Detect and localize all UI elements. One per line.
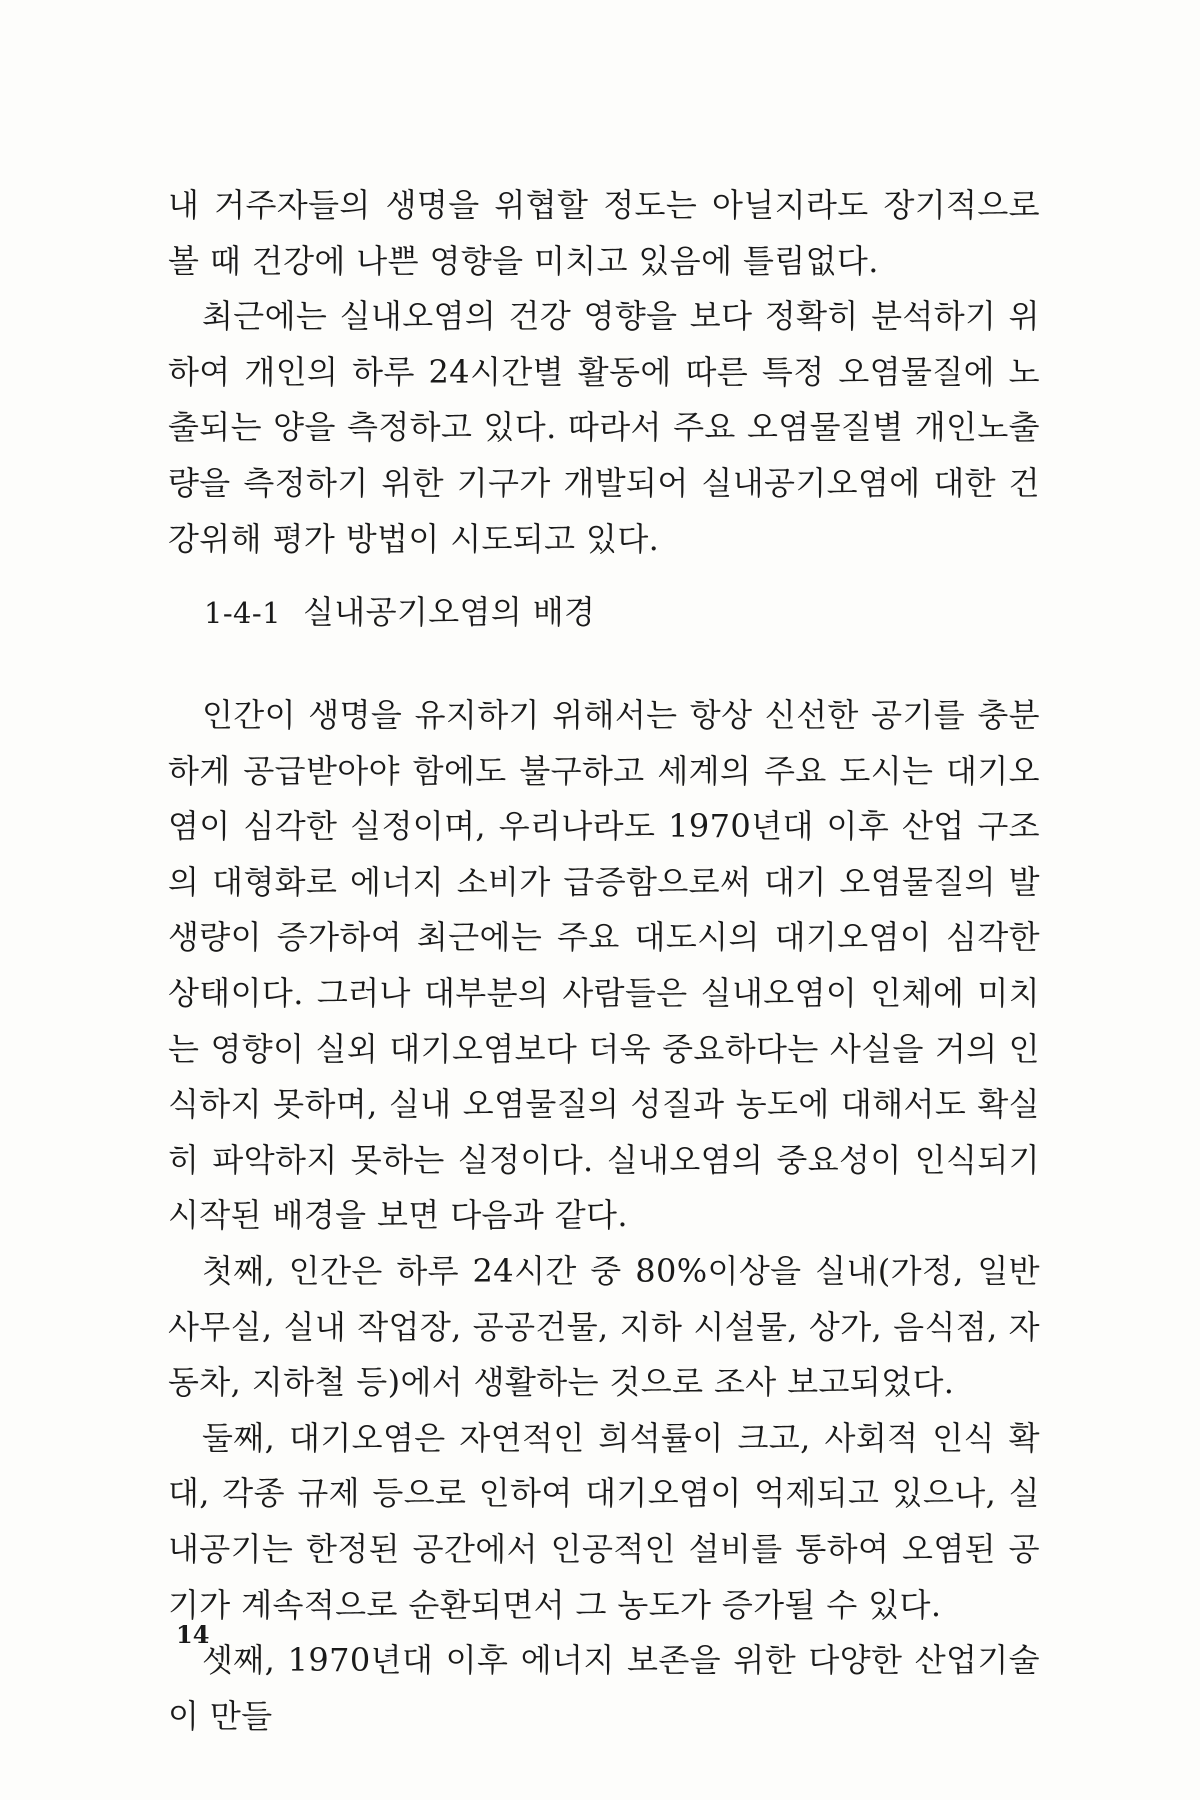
page-number: 14 (176, 1620, 210, 1649)
top-text-block (168, 178, 1040, 567)
paragraph-continuation: 내 거주자들의 생명을 위협할 정도는 아닐지라도 장기적으로 볼 때 건강에 나쁜 영향을 미치고 있음에 틀림없다. (168, 186, 1040, 280)
paragraph-third-reason: 셋째, 1970년대 이후 에너지 보존을 위한 다양한 산업기술이 만들 (168, 1641, 1040, 1735)
main-text-block (168, 688, 1040, 1744)
paragraph-background: 인간이 생명을 유지하기 위해서는 항상 신선한 공기를 충분하게 공급받아야 함에도 불구하고 세계의 주요 도시는 대기오염이 심각한 실정이며, 우리나라도 1970년대 이후 산업 구조의 대형화로 에너지 소비가 급증함으로써 대기 오염물질의 발생량이 증가하여 최근에는 주요 대도시의 대기오염이 심각한 상태이다. 그러나 대부분의 사람들은 실내오염이 인체에 미치는 영향이 실외 대기오염보다 더욱 중요하다는 사실을 거의 인식하지 못하며, 실내 오염물질의 성질과 농도에 대해서도 확실히 파악하지 못하는 실정이다. 실내오염의 중요성이 인식되기 시작된 배경을 보면 다음과 같다. (168, 696, 1040, 1235)
section-number: 1-4-1 (204, 596, 281, 630)
section-heading (204, 588, 595, 637)
section-title: 실내공기오염의 배경 (302, 593, 596, 631)
paragraph-exposure-measurement: 최근에는 실내오염의 건강 영향을 보다 정확히 분석하기 위하여 개인의 하루 24시간별 활동에 따른 특정 오염물질에 노출되는 양을 측정하고 있다. 따라서 주요 오염물질별 개인노출량을 측정하기 위한 기구가 개발되어 실내공기오염에 대한 건강위해 평가 방법이 시도되고 있다. (168, 297, 1040, 558)
paragraph-second-reason: 둘째, 대기오염은 자연적인 희석률이 크고, 사회적 인식 확대, 각종 규제 등으로 인하여 대기오염이 억제되고 있으나, 실내공기는 한정된 공간에서 인공적인 설비를 통하여 오염된 공기가 계속적으로 순환되면서 그 농도가 증가될 수 있다. (168, 1418, 1040, 1624)
paragraph-first-reason: 첫째, 인간은 하루 24시간 중 80%이상을 실내(가정, 일반 사무실, 실내 작업장, 공공건물, 지하 시설물, 상가, 음식점, 자동차, 지하철 등)에서 생활하는 것으로 조사 보고되었다. (168, 1251, 1040, 1402)
